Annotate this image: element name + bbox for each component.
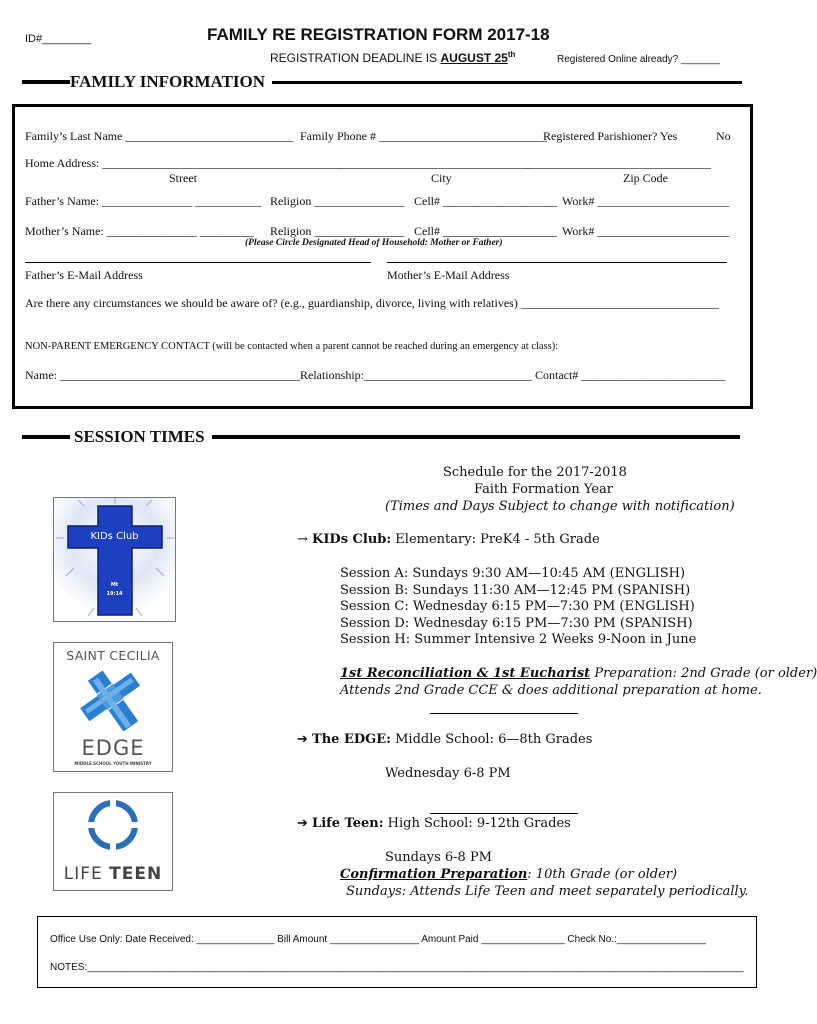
session-c: Session C: Wednesday 6:15 PM—7:30 PM (ENGLISH) [340,599,695,615]
mother-work-field[interactable]: Work# ______________________ [562,224,730,238]
family-info-box [12,104,753,409]
session-h: Session H: Summer Intensive 2 Weeks 9-Noon in June [340,632,697,648]
edge-logo-sub: MIDDLE SCHOOL YOUTH MINISTRY [74,761,152,766]
edge-name: The EDGE: [312,732,391,747]
life-teen-arrow-icon: ➔ [297,816,308,831]
kids-club-logo-text: KIDs Club [90,531,139,542]
session-rule-right [212,435,740,439]
office-use-fields[interactable]: Office Use Only: Date Received: ______________ Bill Amount ________________ Amount Paid _______________ Check No.:________________ [50,934,706,945]
schedule-note: (Times and Days Subject to change with notification) [385,499,735,514]
registered-online-field[interactable]: Registered Online already? _______ [557,54,720,65]
home-address-field[interactable]: Home Address: ________________________________________ [25,156,343,170]
life-teen-name: Life Teen: [312,816,384,831]
edge-desc: Middle School: 6—8th Grades [390,732,593,747]
kids-club-heading [297,532,600,547]
zip-field[interactable]: _______________________________ [525,156,711,170]
kids-club-logo [53,497,176,622]
life-teen-desc: High School: 9-12th Grades [383,816,571,831]
deadline-prefix: REGISTRATION DEADLINE IS [270,51,441,65]
schedule-title: Schedule for the 2017-2018 [443,465,627,480]
emergency-contact-field[interactable]: Name: ________________________________________Relationship:____________________________ Contact# ________________________ [25,368,726,382]
father-cell-field[interactable]: Cell# ___________________ [414,194,557,208]
circumstances-field[interactable]: Are there any circumstances we should be aware of? (e.g., guardianship, divorce, living with relatives) _________________________________ [25,296,719,310]
kids-club-logo-verse1: Mt [110,582,119,588]
deadline-line [270,50,515,65]
office-notes-field[interactable]: NOTES:______________________________________________________________________________________________________________________ [50,962,744,973]
family-section-title: FAMILY INFORMATION [70,72,266,91]
kids-arrow-icon: → [297,532,308,547]
edge-cross-icon [73,667,153,735]
life-teen-time: Sundays 6-8 PM [385,850,492,865]
confirmation-note: Sundays: Attends Life Teen and meet separately periodically. [346,884,749,899]
divider-2 [430,813,578,814]
city-caption: City [431,171,452,185]
divider-1 [430,713,578,714]
schedule-subtitle: Faith Formation Year [474,482,614,497]
kids-club-desc: Elementary: PreK4 - 5th Grade [391,532,600,547]
mother-religion-field[interactable]: Religion _______________ [270,224,405,238]
life-teen-logo-teen: TEEN [109,864,163,884]
life-teen-logo [53,792,173,891]
kids-club-logo-verse2: 19:14 [106,591,123,597]
deadline-date: AUGUST 25 [440,51,508,65]
kids-club-cross-icon [54,498,175,621]
edge-logo-top-text: SAINT CECILIA [66,648,160,663]
street-caption: Street [169,171,197,185]
father-email-line[interactable] [25,262,371,263]
confirmation-prep-bold: Confirmation Preparation [340,867,528,882]
session-d: Session D: Wednesday 6:15 PM—7:30 PM (SPANISH) [340,615,693,631]
life-teen-logo-life: LIFE [63,864,103,884]
kids-session-list [340,566,696,649]
last-name-field[interactable]: Family’s Last Name ____________________________ [25,129,294,143]
edge-arrow-icon: ➔ [297,732,308,747]
parishioner-no[interactable]: No [716,129,731,143]
life-teen-emblem-icon [87,799,139,851]
life-teen-heading [297,816,571,831]
edge-time: Wednesday 6-8 PM [385,766,511,781]
kids-club-name: KIDs Club: [312,532,392,547]
session-a: Session A: Sundays 9:30 AM—10:45 AM (ENGLISH) [340,566,686,581]
family-phone-field[interactable]: Family Phone # ____________________________ [300,129,548,143]
emergency-contact-note: NON-PARENT EMERGENCY CONTACT (will be contacted when a parent cannot be reached during an emergency at class): [25,341,559,352]
mother-email-label: Mother’s E-Mail Address [387,268,510,282]
father-name-field[interactable]: Father’s Name: _______________ ___________ [25,194,262,208]
page-title: FAMILY RE REGISTRATION FORM 2017-18 [207,25,550,44]
edge-logo-name: EDGE [81,736,145,760]
session-b: Session B: Sundays 11:30 AM—12:45 PM (SPANISH) [340,582,691,598]
sacrament-prep-rest: Preparation: 2nd Grade (or older) [590,666,817,681]
confirmation-prep-rest: : 10th Grade (or older) [527,867,678,882]
session-rule-left [22,435,70,439]
father-email-label: Father’s E-Mail Address [25,268,143,282]
edge-logo [53,642,173,772]
mother-cell-field[interactable]: Cell# ___________________ [414,224,557,238]
session-section-title: SESSION TIMES [74,427,205,446]
mother-name-field[interactable]: Mother’s Name: _______________ _________ [25,224,254,238]
mother-email-line[interactable] [387,262,727,263]
zip-caption: Zip Code [623,171,668,185]
parishioner-yes[interactable]: Registered Parishioner? Yes [543,129,678,143]
office-use-box [37,916,757,988]
father-religion-field[interactable]: Religion _______________ [270,194,405,208]
section-rule-right [272,81,742,84]
sacrament-prep [340,666,817,681]
sacrament-prep-bold: 1st Reconciliation & 1st Eucharist [340,666,591,681]
father-work-field[interactable]: Work# ______________________ [562,194,730,208]
head-of-household-note: (Please Circle Designated Head of Household: Mother or Father) [245,238,503,248]
city-field[interactable]: ________________________________ [338,156,530,170]
id-field[interactable]: ID#________ [25,33,92,45]
sacrament-note: Attends 2nd Grade CCE & does additional preparation at home. [340,683,762,698]
section-rule-left [22,80,70,84]
edge-heading [297,732,592,747]
life-teen-logo-text [54,864,172,884]
deadline-sup: th [507,50,516,59]
confirmation-prep [340,867,677,882]
